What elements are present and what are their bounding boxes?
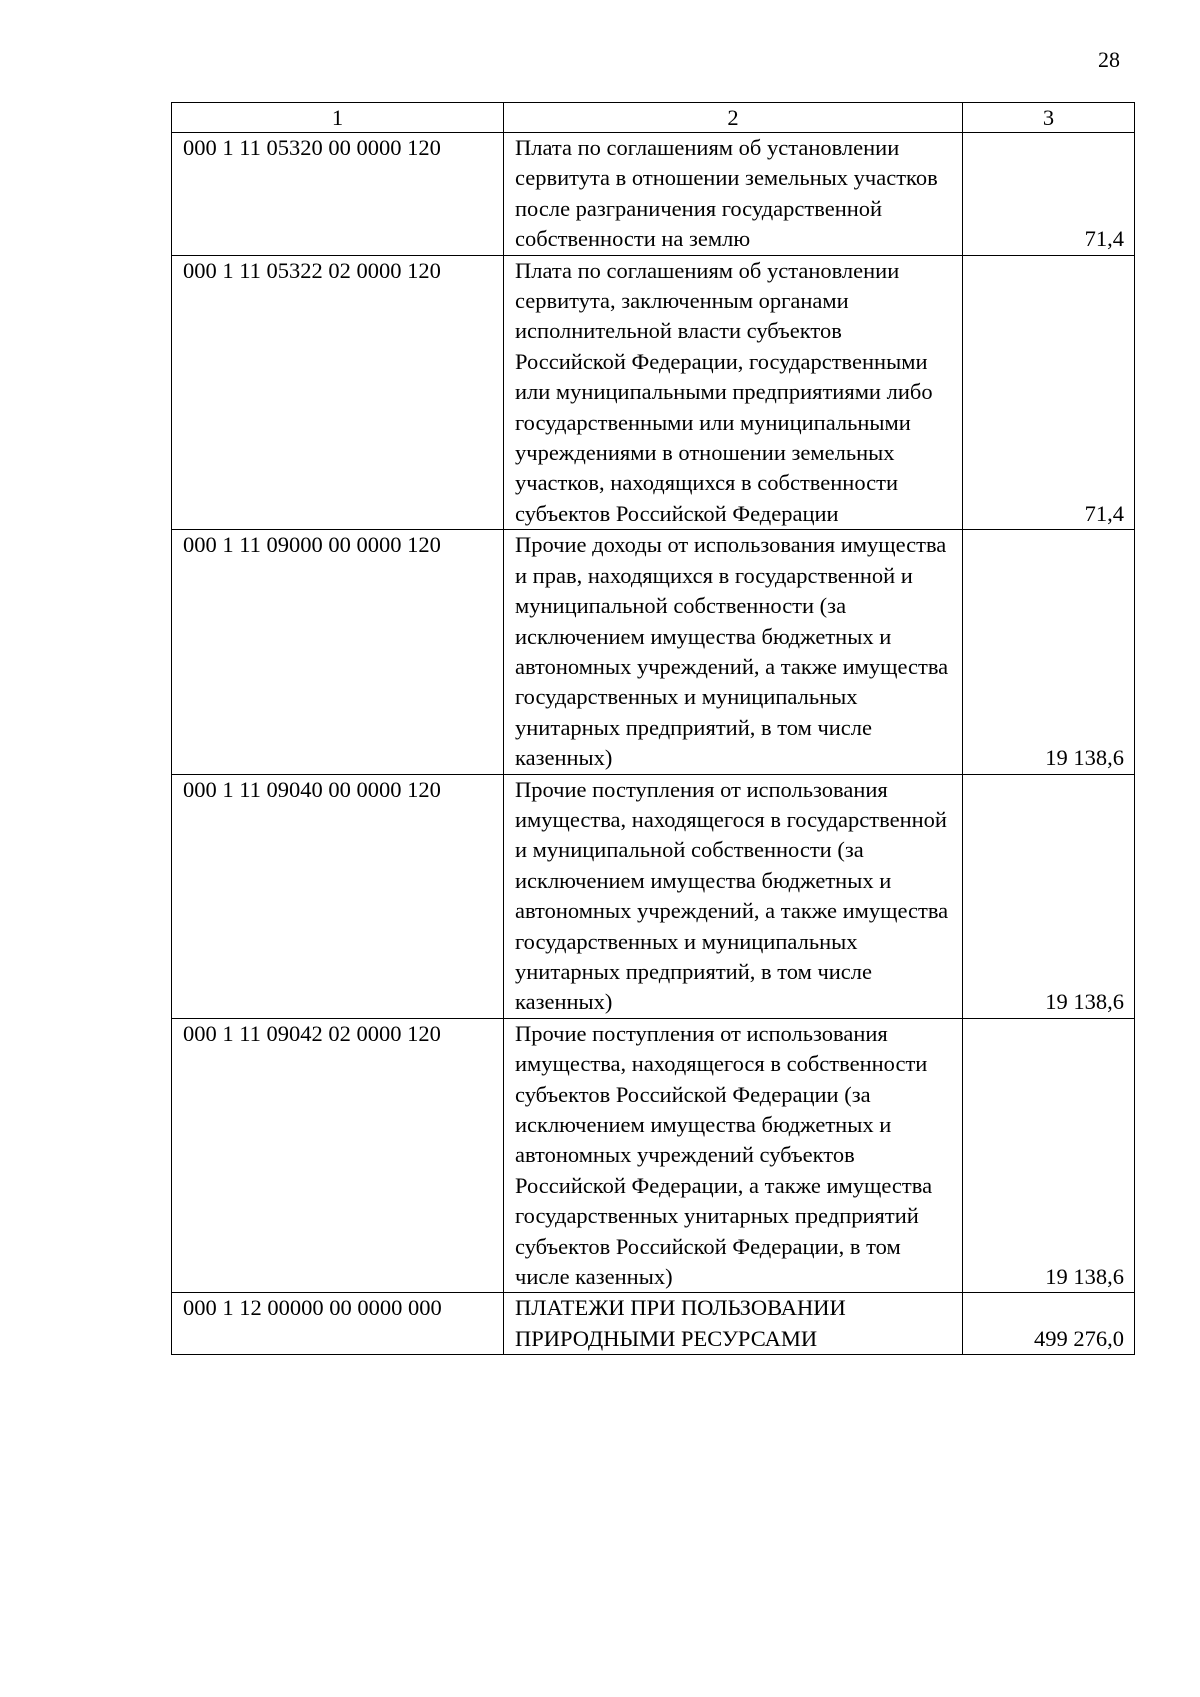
budget-code: 000 1 11 09040 00 0000 120 [172, 774, 504, 1018]
column-header-name: 2 [504, 103, 963, 133]
budget-code: 000 1 11 05320 00 0000 120 [172, 133, 504, 256]
revenue-name: Прочие поступления от использования имущества, находящегося в государственной и муниципальной собственности (за исключением имущества бюджетных и автономных учреждений, а также имущества государственных и муниципальных унитарных предприятий, в том числе казенных) [504, 774, 963, 1018]
amount-value: 71,4 [963, 255, 1135, 530]
column-header-code: 1 [172, 103, 504, 133]
budget-code: 000 1 11 09000 00 0000 120 [172, 530, 504, 774]
amount-value: 19 138,6 [963, 530, 1135, 774]
table-header-row [172, 103, 1135, 133]
table-row [172, 255, 1135, 530]
amount-value: 19 138,6 [963, 774, 1135, 1018]
amount-value: 71,4 [963, 133, 1135, 256]
budget-table [171, 102, 1135, 1355]
revenue-name: ПЛАТЕЖИ ПРИ ПОЛЬЗОВАНИИ ПРИРОДНЫМИ РЕСУРСАМИ [504, 1293, 963, 1355]
revenue-name: Плата по соглашениям об установлении сервитута в отношении земельных участков после разграничения государственной собственности на землю [504, 133, 963, 256]
amount-value: 499 276,0 [963, 1293, 1135, 1355]
table-row [172, 774, 1135, 1018]
budget-code: 000 1 11 05322 02 0000 120 [172, 255, 504, 530]
amount-value: 19 138,6 [963, 1018, 1135, 1293]
budget-code: 000 1 11 09042 02 0000 120 [172, 1018, 504, 1293]
revenue-name: Плата по соглашениям об установлении сервитута, заключенным органами исполнительной власти субъектов Российской Федерации, государственными или муниципальными предприятиями либо государственными или муниципальными учреждениями в отношении земельных участков, находящихся в собственности субъектов Российской Федерации [504, 255, 963, 530]
table-row [172, 133, 1135, 256]
page-number: 28 [1098, 47, 1120, 72]
column-header-amount: 3 [963, 103, 1135, 133]
revenue-name: Прочие поступления от использования имущества, находящегося в собственности субъектов Российской Федерации (за исключением имущества бюджетных и автономных учреждений субъектов Российской Федерации, а также имущества государственных унитарных предприятий субъектов Российской Федерации, в том числе казенных) [504, 1018, 963, 1293]
table-row [172, 1018, 1135, 1293]
table-row [172, 530, 1135, 774]
budget-code: 000 1 12 00000 00 0000 000 [172, 1293, 504, 1355]
table-row [172, 1293, 1135, 1355]
revenue-name: Прочие доходы от использования имущества и прав, находящихся в государственной и муниципальной собственности (за исключением имущества бюджетных и автономных учреждений, а также имущества государственных и муниципальных унитарных предприятий, в том числе казенных) [504, 530, 963, 774]
